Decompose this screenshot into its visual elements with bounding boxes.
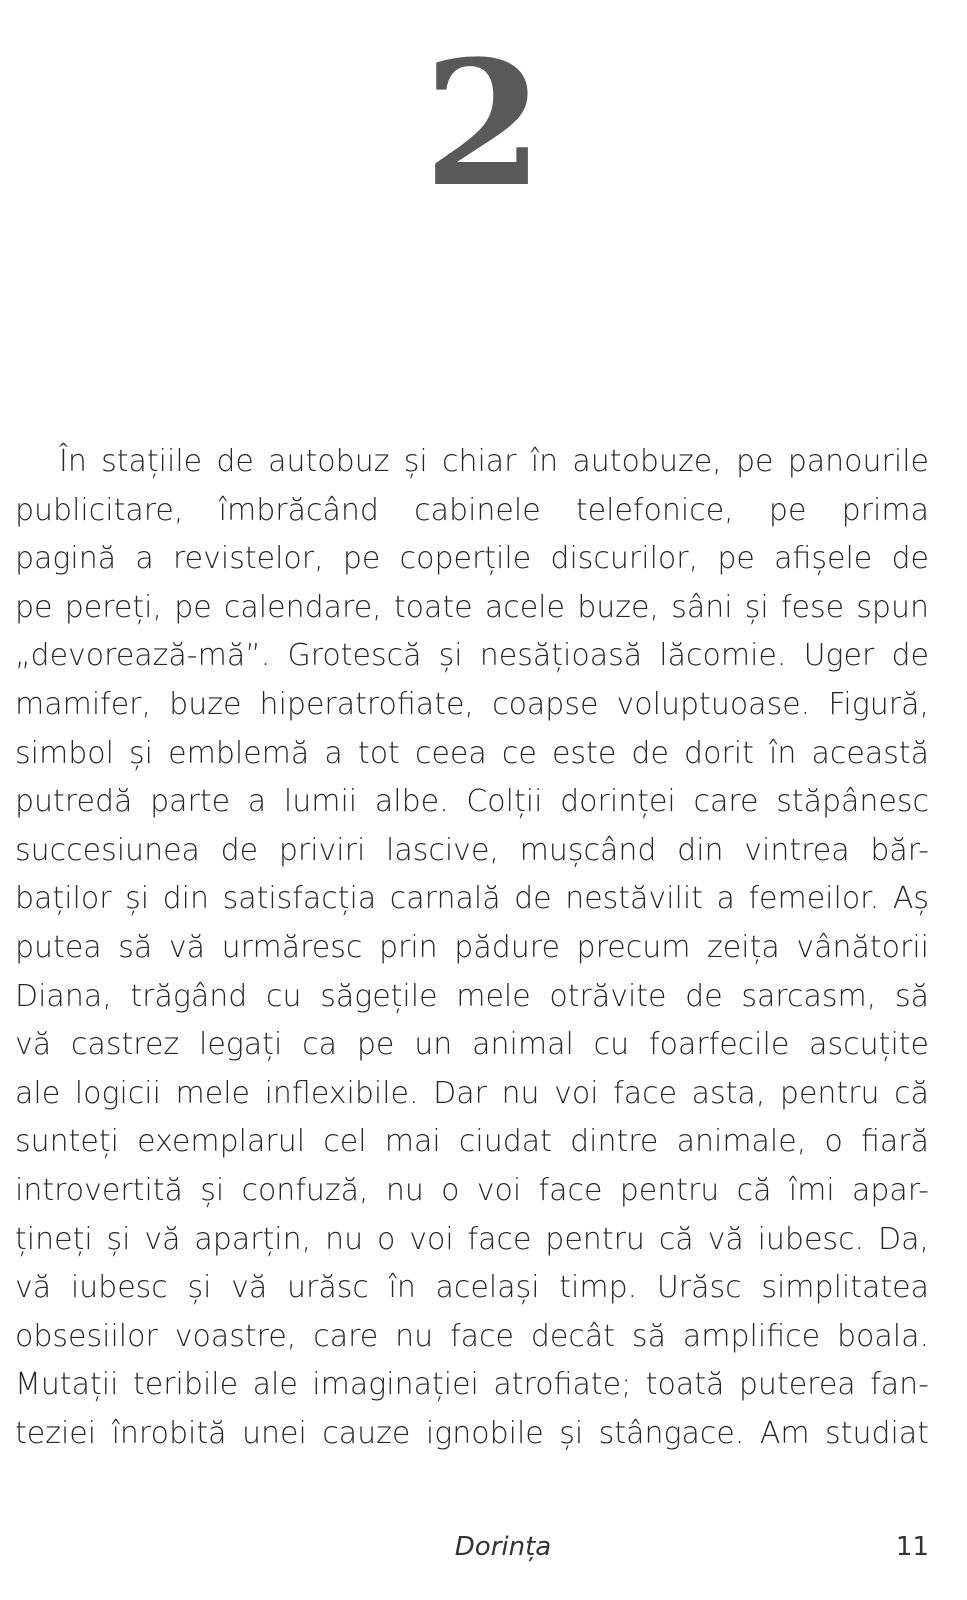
text-line: obsesiilor voastre, care nu face decât să amplifice boala. <box>15 1318 929 1354</box>
text-line: publicitare, îmbrăcând cabinele telefonice, pe prima <box>15 492 929 528</box>
running-footer-title: Dorința <box>454 1532 552 1562</box>
text-line: vă iubesc și vă urăsc în același timp. Urăsc simplitatea <box>15 1270 929 1306</box>
text-line: În stațiile de autobuz și chiar în autobuze, pe panourile <box>59 444 929 479</box>
text-line: pagină a revistelor, pe coperțile discurilor, pe afișele de <box>15 541 929 577</box>
text-line: Diana, trăgând cu săgețile mele otrăvite de sarcasm, să <box>15 978 929 1014</box>
text-line: pe pereți, pe calendare, toate acele buze, sâni și fese spun <box>15 589 929 625</box>
body-paragraph <box>15 438 929 1458</box>
text-line: introvertită și confuză, nu o voi face pentru că îmi apar- <box>15 1172 929 1208</box>
text-line: sunteți exemplarul cel mai ciudat dintre animale, o fiară <box>15 1124 929 1160</box>
text-line: „devorează-mă”. Grotescă și nesățioasă lăcomie. Uger de <box>15 638 929 674</box>
text-line: succesiunea de priviri lascive, mușcând din vintrea băr- <box>15 832 929 868</box>
text-line: putredă parte a lumii albe. Colții dorinței care stăpânesc <box>15 784 929 820</box>
text-line: țineți și vă aparțin, nu o voi face pentru că vă iubesc. Da, <box>15 1221 929 1257</box>
text-line: baților și din satisfacția carnală de nestăvilit a femeilor. Aș <box>15 881 929 917</box>
text-line: teziei înrobită unei cauze ignobile și stângace. Am studiat <box>15 1415 929 1451</box>
page-number: 11 <box>895 1532 929 1562</box>
text-line: vă castrez legați ca pe un animal cu foarfecile ascuțite <box>15 1027 929 1063</box>
text-line: simbol și emblemă a tot ceea ce este de dorit în această <box>15 735 929 771</box>
text-line: ale logicii mele inflexibile. Dar nu voi face asta, pentru că <box>15 1075 929 1111</box>
text-line: mamifer, buze hiperatrofiate, coapse voluptuoase. Figură, <box>15 686 929 722</box>
text-line: putea să vă urmăresc prin pădure precum zeița vânătorii <box>15 929 929 965</box>
text-line: Mutații teribile ale imaginației atrofiate; toată puterea fan- <box>15 1367 929 1403</box>
chapter-number: 2 <box>423 22 544 225</box>
